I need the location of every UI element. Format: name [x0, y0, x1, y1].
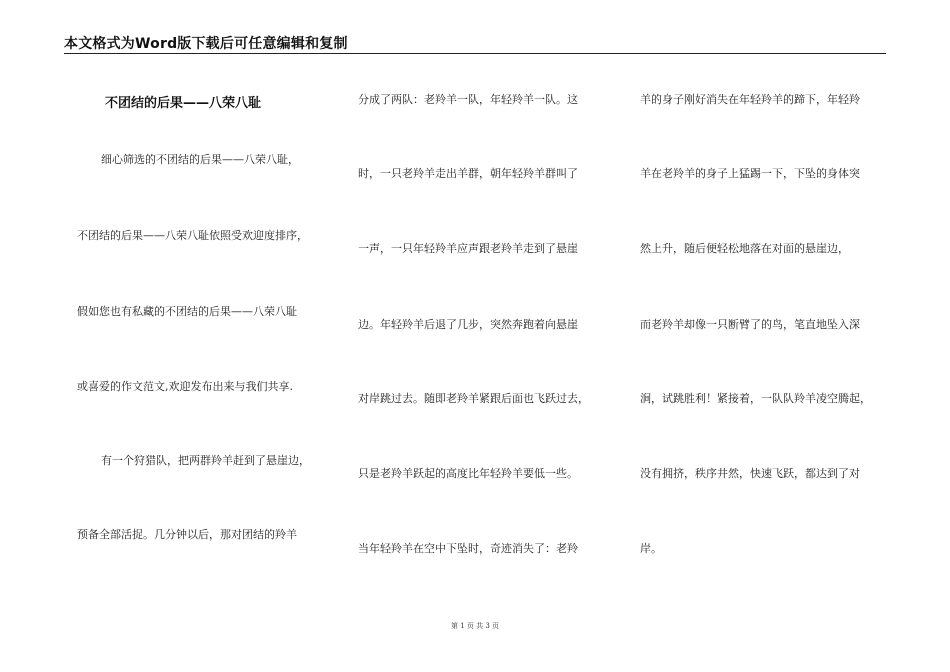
page-number-footer: 第 1 页 共 3 页 [450, 622, 500, 630]
text-line: 对岸跳过去。随即老羚羊紧跟后面也飞跃过去， [358, 392, 589, 405]
text-line: 分成了两队：老羚羊一队，年轻羚羊一队。这 [358, 93, 578, 106]
banner-divider [64, 53, 886, 54]
text-line: 羊在老羚羊的身子上猛踢一下，下坠的身体突 [640, 167, 860, 180]
text-line: 羊的身子刚好消失在年轻羚羊的蹄下，年轻羚 [640, 93, 860, 106]
text-line: 假如您也有私藏的不团结的后果——八荣八耻 [77, 305, 297, 318]
document-title: 不团结的后果——八荣八耻 [105, 96, 262, 111]
text-line: 细心筛选的不团结的后果——八荣八耻， [101, 153, 299, 166]
text-line: 时，一只老羚羊走出羊群，朝年轻羚羊群叫了 [358, 167, 578, 180]
text-line: 预备全部活捉。几分钟以后，那对团结的羚羊 [77, 528, 297, 541]
text-line: 有一个狩猎队，把两群羚羊赶到了悬崖边， [101, 454, 310, 467]
text-line: 不团结的后果——八荣八耻依照受欢迎度排序， [77, 229, 308, 242]
document-banner: 本文格式为Word版下载后可任意编辑和复制 [64, 36, 348, 52]
text-line: 或喜爱的作文范文,欢迎发布出来与我们共享. [77, 380, 293, 393]
text-line: 一声，一只年轻羚羊应声跟老羚羊走到了悬崖 [358, 242, 578, 255]
text-line: 然上升，随后便轻松地落在对面的悬崖边， [640, 242, 849, 255]
text-line: 当年轻羚羊在空中下坠时，奇迹消失了：老羚 [358, 542, 578, 555]
text-line: 涧，试跳胜利！紧接着，一队队羚羊凌空腾起， [640, 392, 871, 405]
text-line: 只是老羚羊跃起的高度比年轻羚羊要低一些。 [358, 467, 578, 480]
text-line: 岸。 [640, 542, 662, 555]
text-line: 没有拥挤，秩序井然，快速飞跃，都达到了对 [640, 467, 860, 480]
text-line: 而老羚羊却像一只断臂了的鸟，笔直地坠入深 [640, 318, 860, 331]
text-line: 边。年轻羚羊后退了几步，突然奔跑着向悬崖 [358, 318, 578, 331]
